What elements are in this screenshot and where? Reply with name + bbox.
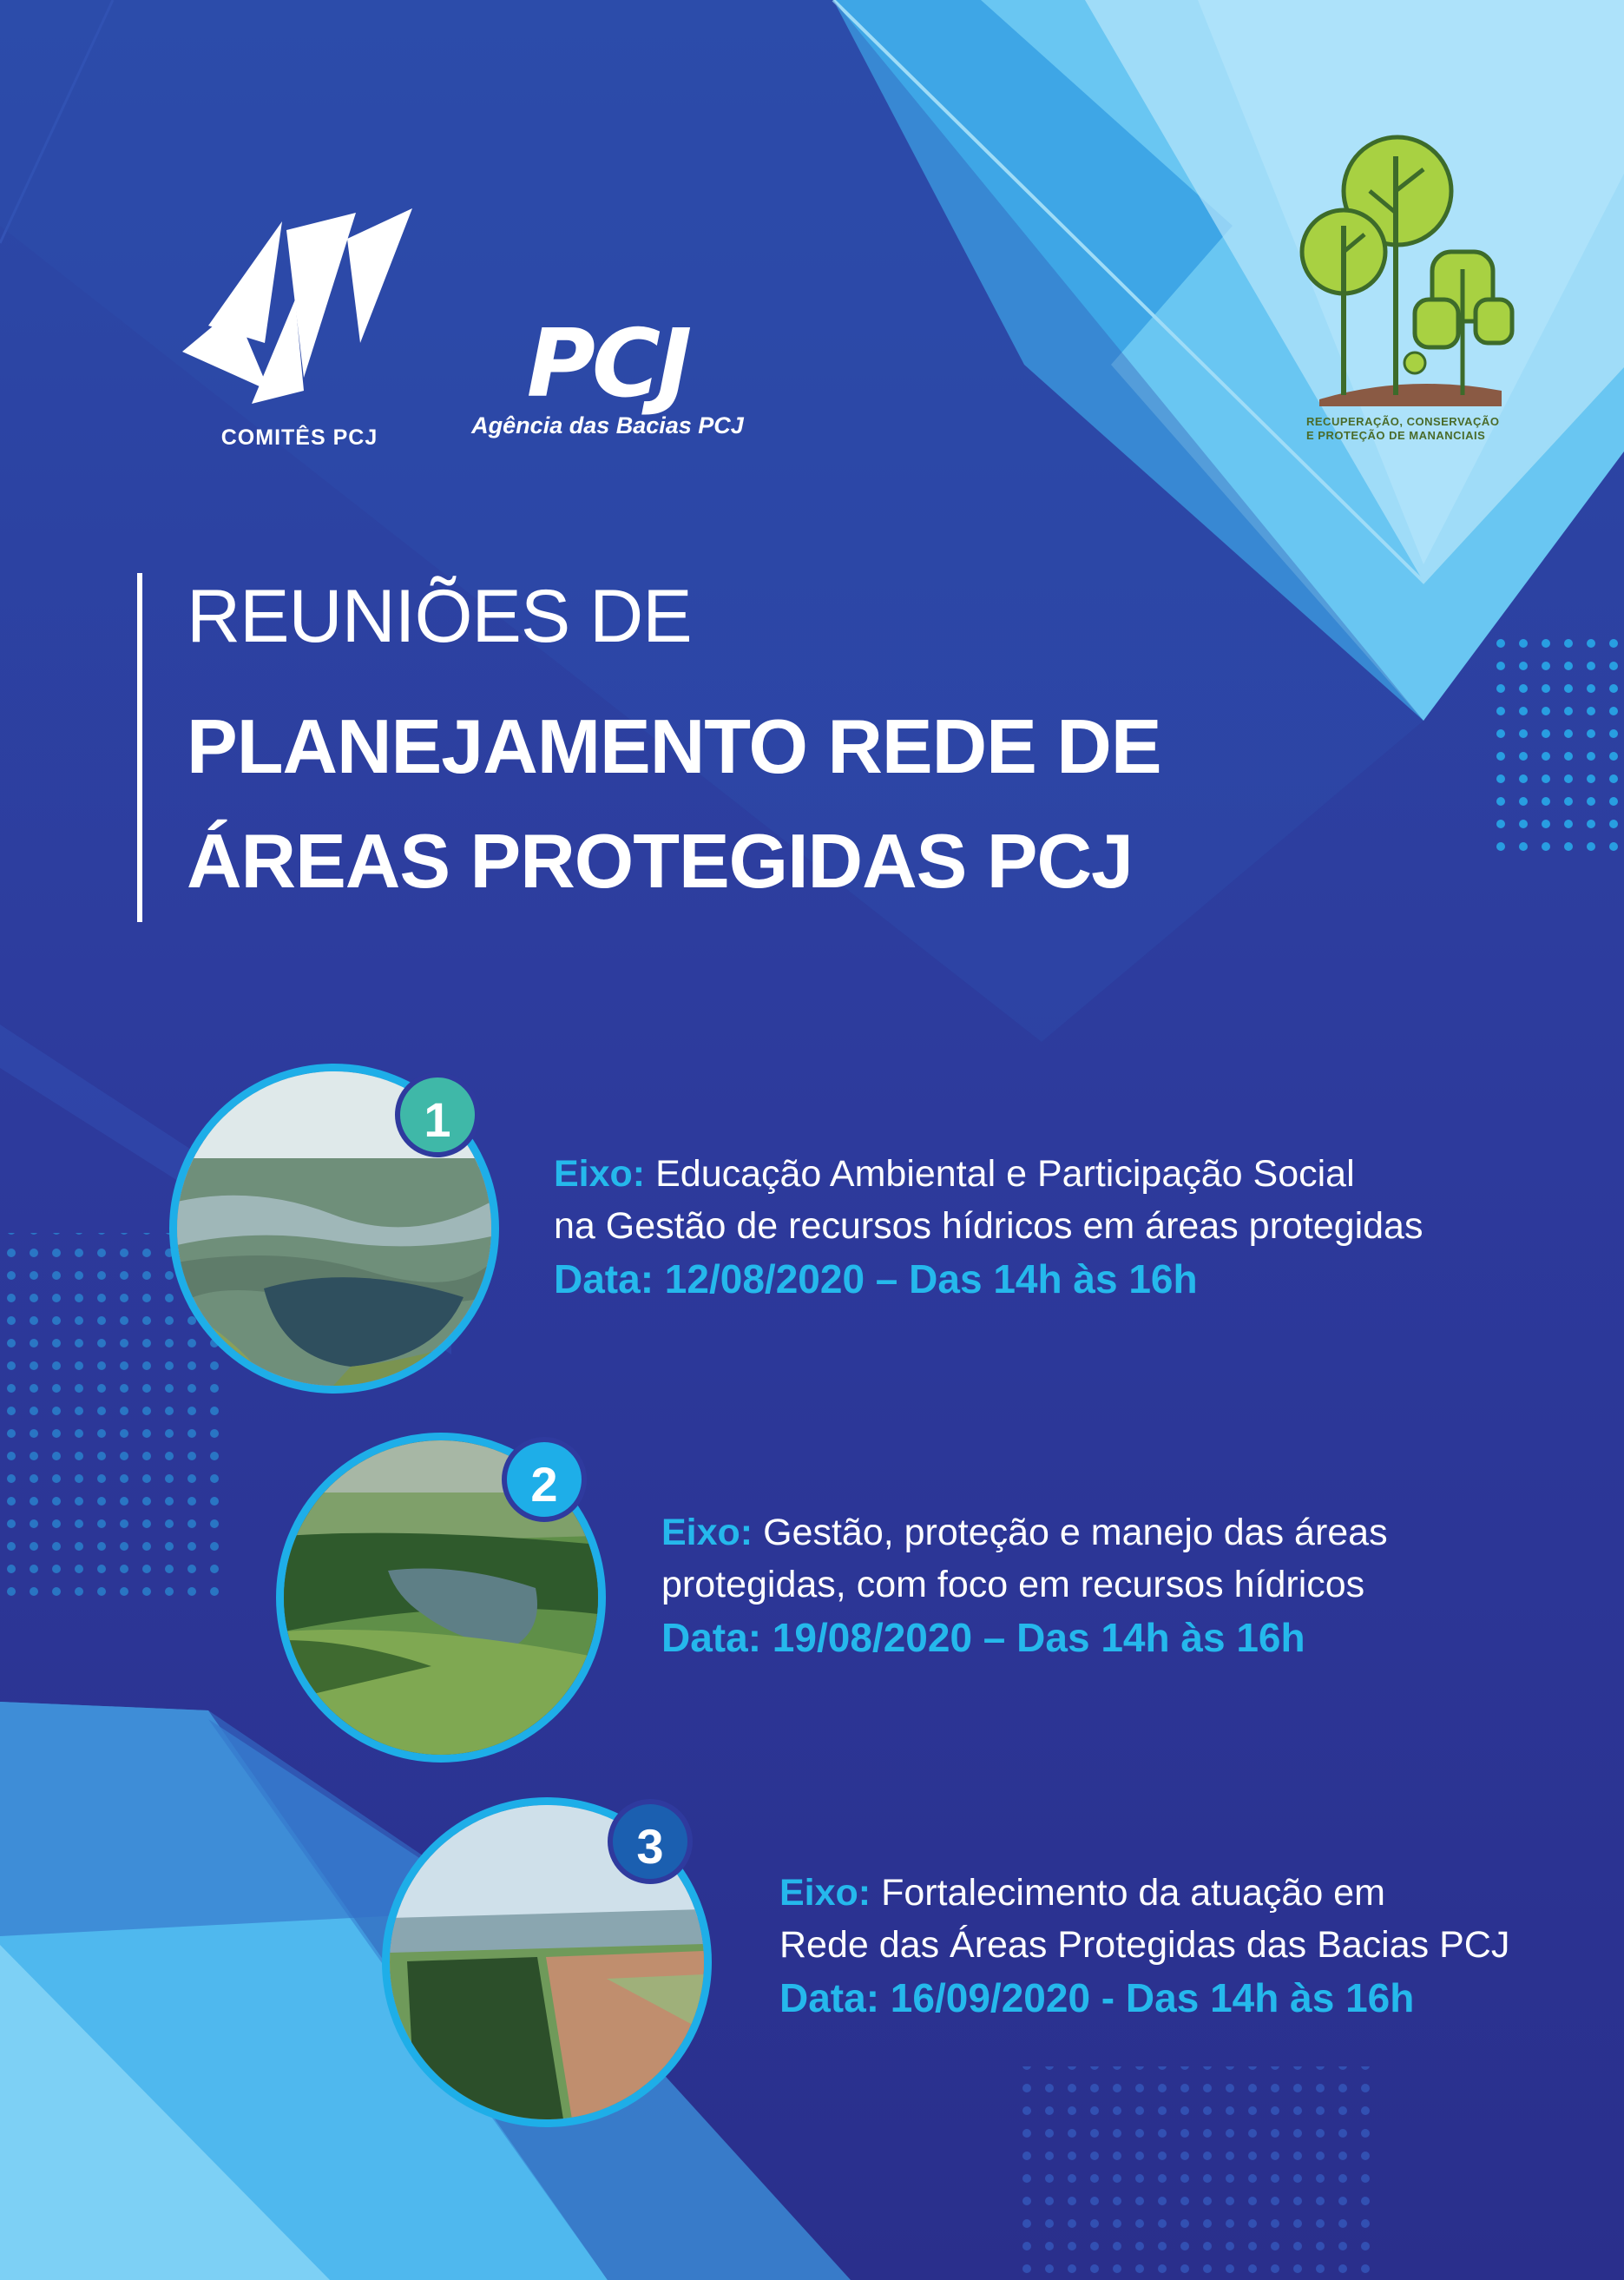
pcj-wordmark: PCJ — [526, 310, 689, 418]
trees-icon — [1293, 130, 1519, 417]
agencia-label: Agência das Bacias PCJ — [471, 412, 744, 438]
title-line-2: PLANEJAMENTO REDE DE — [187, 703, 1161, 789]
tree-caption-line2: E PROTEÇÃO DE MANANCIAIS — [1306, 429, 1486, 442]
meeting-2-eixo-label: Eixo: — [661, 1512, 753, 1553]
meeting-1-line-2: na Gestão de recursos hídricos em áreas protegidas — [554, 1205, 1423, 1247]
meeting-3-line-1: Fortalecimento da atuação em — [881, 1872, 1385, 1914]
title-accent-bar — [137, 573, 142, 922]
tree-logo-caption — [1306, 415, 1523, 443]
title-line-1: REUNIÕES DE — [187, 575, 692, 658]
tree-caption-line1: RECUPERAÇÃO, CONSERVAÇÃO — [1306, 415, 1500, 428]
meeting-1-line-1: Educação Ambiental e Participação Social — [655, 1153, 1355, 1195]
meeting-3-date: Data: 16/09/2020 - Das 14h às 16h — [779, 1975, 1415, 2020]
meeting-3-text — [779, 1867, 1509, 2025]
meeting-1-eixo-label: Eixo: — [554, 1153, 646, 1195]
meeting-2-line-1: Gestão, proteção e manejo das áreas — [763, 1512, 1388, 1553]
meeting-2-date: Data: 19/08/2020 – Das 14h às 16h — [661, 1615, 1305, 1660]
meeting-2-line-2: protegidas, com foco em recursos hídricos — [661, 1564, 1365, 1605]
meeting-2-number-badge: 2 — [502, 1437, 587, 1522]
meeting-3-line-2: Rede das Áreas Protegidas das Bacias PCJ — [779, 1924, 1510, 1966]
meeting-3-eixo-label: Eixo: — [779, 1872, 871, 1914]
meeting-1-number-badge: 1 — [395, 1072, 480, 1157]
meeting-1-text — [554, 1148, 1423, 1306]
agencia-pcj-logo — [451, 310, 764, 439]
comites-pcj-label: COMITÊS PCJ — [220, 425, 378, 450]
meeting-1-row-1 — [554, 1148, 1423, 1200]
comites-pcj-logo — [182, 204, 417, 450]
meeting-3-number-badge: 3 — [608, 1799, 693, 1884]
title-line-3: ÁREAS PROTEGIDAS PCJ — [187, 818, 1133, 904]
meeting-2-text — [661, 1506, 1388, 1664]
recuperacao-tree-logo — [1293, 130, 1519, 442]
meeting-2-row-1 — [661, 1506, 1388, 1558]
comites-pcj-emblem-icon — [182, 204, 417, 412]
meeting-1-date: Data: 12/08/2020 – Das 14h às 16h — [554, 1256, 1198, 1301]
meeting-3-row-1 — [779, 1867, 1509, 1919]
